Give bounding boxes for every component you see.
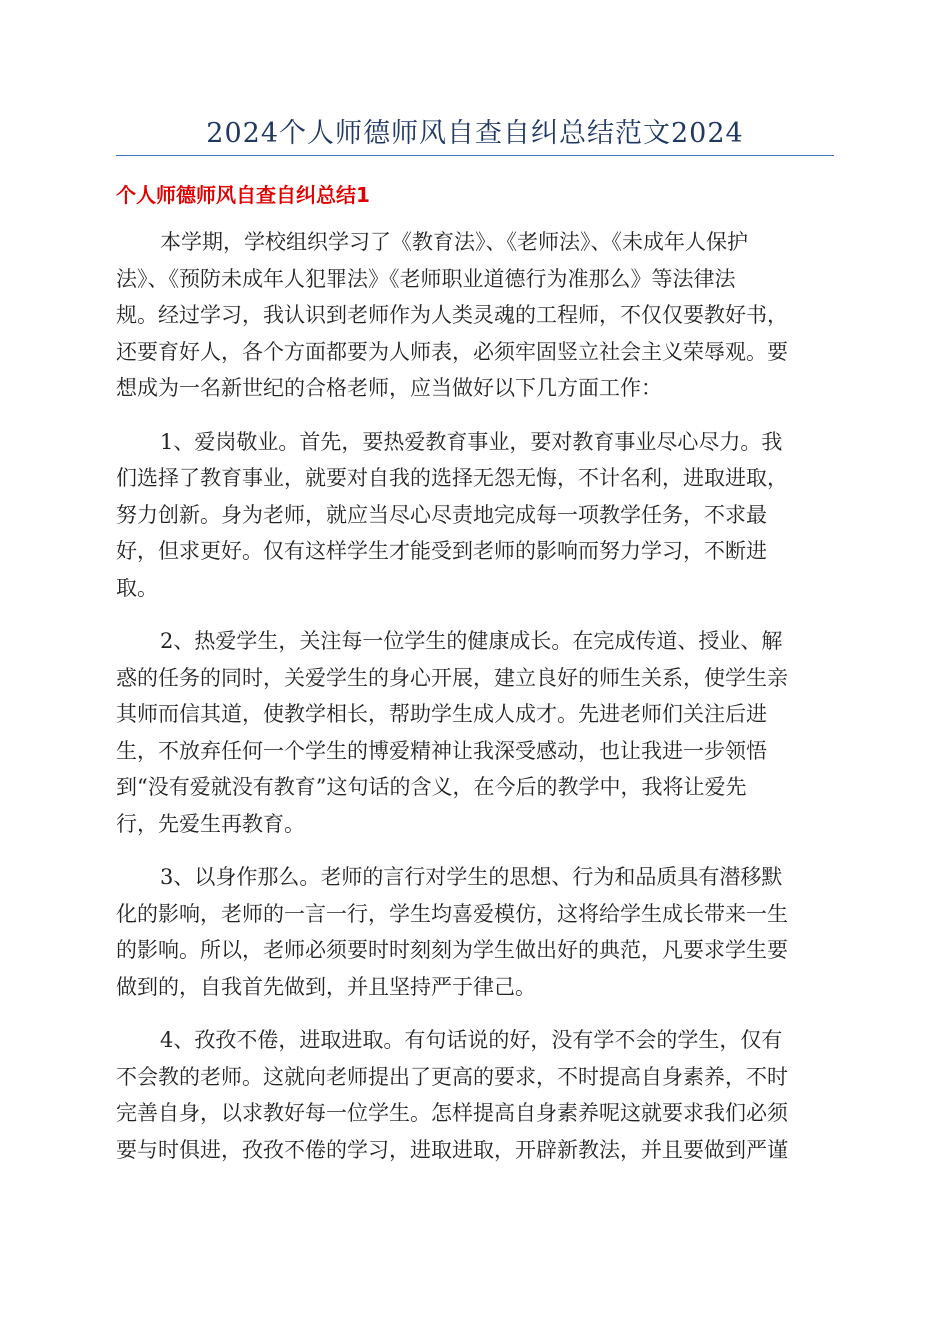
- text-line: 做到的，自我首先做到，并且坚持严于律己。: [116, 974, 536, 999]
- text-line: 2、热爱学生，关注每一位学生的健康成长。在完成传道、授业、解: [160, 629, 783, 653]
- paragraph-item-1: [116, 424, 834, 607]
- text-line: 行，先爱生再教育。: [116, 811, 305, 836]
- document-body: [116, 224, 834, 1185]
- text-line: 好，但求更好。仅有这样学生才能受到老师的影响而努力学习，不断进: [116, 539, 767, 563]
- paragraph-item-2: [116, 623, 834, 842]
- text-line: 取。: [116, 575, 158, 600]
- text-line: 4、孜孜不倦，进取进取。有句话说的好，没有学不会的学生，仅有: [160, 1028, 783, 1052]
- text-line: 生，不放弃任何一个学生的博爱精神让我深受感动，也让我进一步领悟: [116, 738, 767, 763]
- text-line: 想成为一名新世纪的合格老师，应当做好以下几方面工作：: [116, 376, 662, 400]
- text-line: 不会教的老师。这就向老师提出了更高的要求，不时提高自身素养，不时: [116, 1064, 788, 1089]
- text-line: 的影响。所以，老师必须要时时刻刻为学生做出好的典范，凡要求学生要: [116, 938, 788, 962]
- text-line: 到“没有爱就没有教育”这句话的含义，在今后的教学中，我将让爱先: [116, 775, 747, 799]
- text-line: 要与时俱进，孜孜不倦的学习，进取进取，开辟新教法，并且要做到严谨: [116, 1137, 788, 1162]
- text-line: 努力创新。身为老师，就应当尽心尽责地完成每一项教学任务，不求最: [116, 502, 767, 527]
- title-underline: [116, 155, 834, 156]
- text-line: 3、以身作那么。老师的言行对学生的思想、行为和品质具有潜移默: [160, 865, 783, 889]
- paragraph-intro: [116, 224, 834, 407]
- text-line: 本学期，学校组织学习了《教育法》、《老师法》、《未成年人保护: [160, 230, 748, 254]
- text-line: 完善自身，以求教好每一位学生。怎样提高自身素养呢这就要求我们必须: [116, 1101, 788, 1125]
- document-title: 2024个人师德师风自查自纠总结范文2024: [206, 118, 744, 149]
- text-line: 化的影响，老师的一言一行，学生均喜爱模仿，这将给学生成长带来一生: [116, 901, 788, 926]
- text-line: 法》、《预防未成年人犯罪法》《老师职业道德行为准那么》等法律法: [116, 266, 736, 291]
- text-line: 1、爱岗敬业。首先，要热爱教育事业，要对教育事业尽心尽力。我: [160, 429, 783, 454]
- paragraph-item-3: [116, 859, 834, 1005]
- text-line: 还要育好人，各个方面都要为人师表，必须牢固竖立社会主义荣辱观。要: [116, 339, 788, 364]
- text-line: 惑的任务的同时，关爱学生的身心开展，建立良好的师生关系，使学生亲: [116, 665, 788, 690]
- text-line: 们选择了教育事业，就要对自我的选择无怨无悔，不计名利，进取进取，: [116, 466, 788, 490]
- text-line: 其师而信其道，使教学相长，帮助学生成人成才。先进老师们关注后进: [116, 702, 767, 726]
- text-line: 规。经过学习，我认识到老师作为人类灵魂的工程师，不仅仅要教好书，: [116, 303, 788, 327]
- section-heading: 个人师德师风自查自纠总结1: [116, 183, 370, 207]
- paragraph-item-4: [116, 1022, 834, 1168]
